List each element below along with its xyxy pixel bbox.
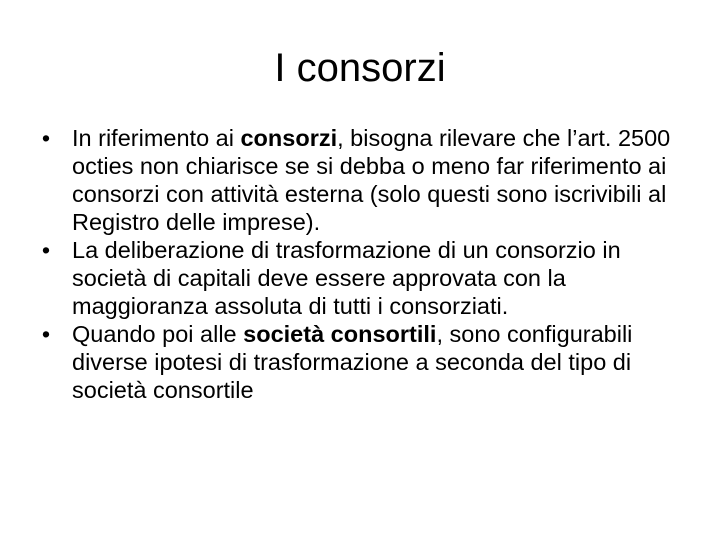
- bullet-text-pre: In riferimento ai: [72, 125, 241, 151]
- slide-title: I consorzi: [274, 46, 446, 90]
- bullet-icon: •: [41, 125, 51, 151]
- bullet-list: [36, 124, 676, 404]
- bullet-icon: •: [41, 321, 51, 347]
- bullet-icon: •: [41, 237, 51, 263]
- bullet-text-bold: società consortili: [243, 321, 437, 347]
- bullet-text-pre: Quando poi alle: [72, 321, 244, 347]
- bullet-text: La deliberazione di trasformazione di un consorzio in società di capitali deve essere approvata con la maggioranza assoluta di tutti i consorziati.: [72, 237, 621, 319]
- bullet-item-consorzi: [36, 124, 676, 236]
- bullet-text-bold: consorzi: [240, 125, 338, 151]
- bullet-text-post: , sono configurabili diverse ipotesi di trasformazione a seconda del tipo di società consortile: [72, 321, 633, 403]
- bullet-text-post: , bisogna rilevare che l’art. 2500 octies non chiarisce se si debba o meno far riferimento ai consorzi con attività esterna (solo questi sono iscrivibili al Registro delle imprese).: [72, 125, 671, 235]
- bullet-item-deliberazione: [36, 236, 676, 320]
- bullet-item-societa-consortili: [36, 320, 676, 404]
